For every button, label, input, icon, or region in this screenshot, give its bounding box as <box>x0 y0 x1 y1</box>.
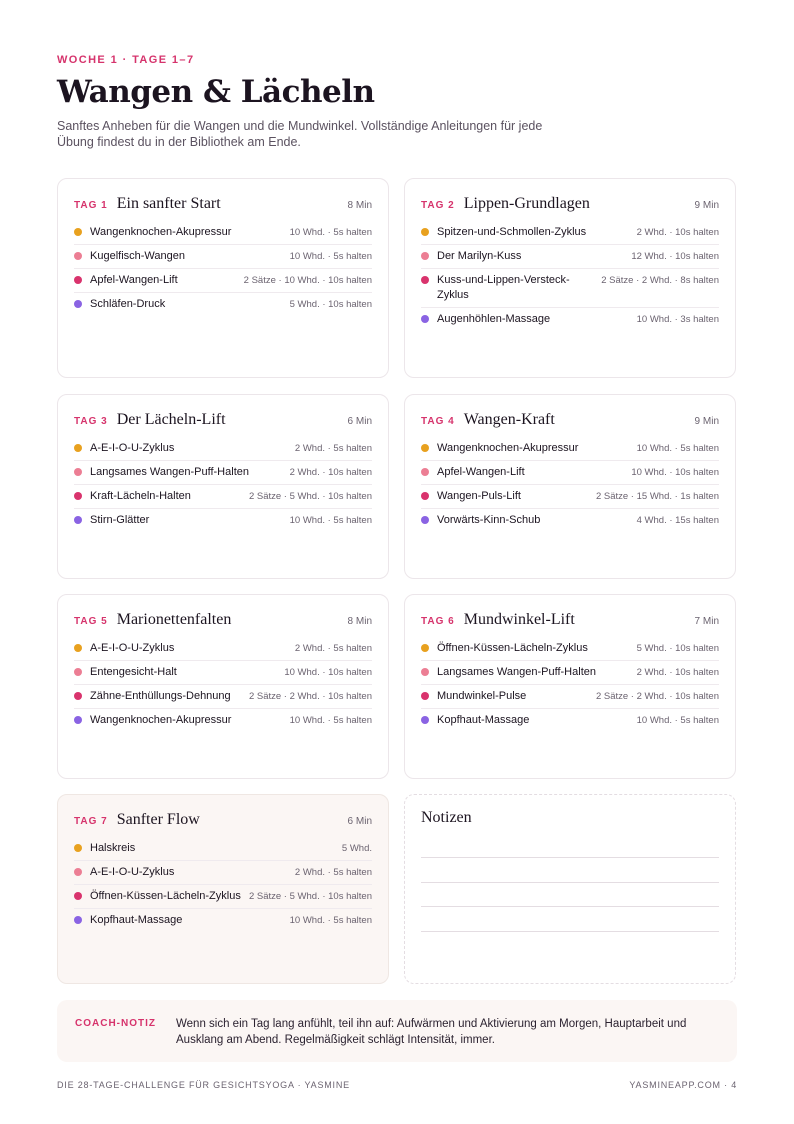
page-footer <box>57 1080 737 1090</box>
exercise-row <box>421 308 719 331</box>
exercise-row <box>74 293 372 316</box>
exercise-name: A-E-I-O-U-Zyklus <box>90 442 175 454</box>
day-title: Ein sanfter Start <box>116 195 221 212</box>
day-tag: TAG 6 <box>421 616 455 627</box>
day-tag: TAG 4 <box>421 416 455 427</box>
exercise-name: Langsames Wangen-Puff-Halten <box>90 466 249 478</box>
bullet-dot-icon <box>421 716 429 724</box>
exercise-name: A-E-I-O-U-Zyklus <box>90 642 175 654</box>
bullet-dot-icon <box>74 300 82 308</box>
exercise-row <box>74 269 372 293</box>
exercise-reps: 2 Sätze · 2 Whd. · 10s halten <box>248 691 372 702</box>
exercise-reps: 2 Sätze · 2 Whd. · 10s halten <box>595 691 719 702</box>
exercise-reps: 2 Sätze · 2 Whd. · 8s halten <box>601 275 719 286</box>
bullet-dot-icon <box>74 516 82 524</box>
notes-title: Notizen <box>421 809 472 826</box>
day-title: Lippen-Grundlagen <box>463 195 590 212</box>
exercise-name: Wangen-Puls-Lift <box>437 490 521 502</box>
bullet-dot-icon <box>421 228 429 236</box>
bullet-dot-icon <box>74 644 82 652</box>
day-duration: 8 Min <box>347 200 372 211</box>
exercise-name: Der Marilyn-Kuss <box>437 250 522 262</box>
note-line <box>421 931 719 932</box>
exercise-reps: 10 Whd. · 5s halten <box>636 443 719 454</box>
intro-text: Sanftes Anheben für die Wangen und die Mundwinkel. Vollständige Anleitungen für jede Übung findest du in der Bibliothek am Ende. <box>57 119 543 149</box>
exercise-row <box>74 909 372 932</box>
day-tag: TAG 3 <box>74 416 108 427</box>
footer-title: DIE 28-TAGE-CHALLENGE FÜR GESICHTSYOGA · YASMINE <box>57 1080 350 1090</box>
exercise-row <box>421 685 719 709</box>
day-duration: 9 Min <box>694 416 719 427</box>
day-title: Marionettenfalten <box>116 611 232 628</box>
coach-note <box>57 1000 737 1062</box>
exercise-name: Schläfen-Druck <box>90 298 166 310</box>
exercise-reps: 2 Sätze · 15 Whd. · 1s halten <box>595 491 719 502</box>
exercise-name: Entengesicht-Halt <box>90 666 177 678</box>
day-card <box>404 594 736 779</box>
notes-card <box>404 794 736 984</box>
day-card-header <box>74 195 372 215</box>
day-card <box>404 178 736 378</box>
page-title: Wangen & Lächeln <box>57 74 375 110</box>
exercise-name: Kopfhaut-Massage <box>90 914 183 926</box>
coach-note-text: Wenn sich ein Tag lang anfühlt, teil ihn auf: Aufwärmen und Aktivierung am Morgen, Hauptarbeit und Ausklang am Abend. Regelmäßigkeit schlägt Intensität, immer. <box>176 1018 687 1046</box>
exercise-list <box>421 437 719 532</box>
day-tag: TAG 7 <box>74 816 108 827</box>
exercise-list <box>74 637 372 732</box>
exercise-name: Zähne-Enthüllungs-Dehnung <box>90 690 231 702</box>
exercise-row <box>421 437 719 461</box>
exercise-reps: 10 Whd. · 3s halten <box>636 314 719 325</box>
bullet-dot-icon <box>421 692 429 700</box>
exercise-name: Öffnen-Küssen-Lächeln-Zyklus <box>90 890 241 902</box>
exercise-reps: 2 Whd. · 5s halten <box>294 867 372 878</box>
day-tag: TAG 1 <box>74 200 108 211</box>
exercise-row <box>74 637 372 661</box>
exercise-name: Kuss-und-Lippen-Versteck-Zyklus <box>437 274 570 301</box>
bullet-dot-icon <box>421 668 429 676</box>
day-tag: TAG 2 <box>421 200 455 211</box>
coach-note-label: COACH-NOTIZ <box>75 1018 156 1029</box>
exercise-row <box>421 221 719 245</box>
exercise-row <box>74 709 372 732</box>
exercise-name: Spitzen-und-Schmollen-Zyklus <box>437 226 587 238</box>
exercise-list <box>74 837 372 932</box>
exercise-name: Mundwinkel-Pulse <box>437 690 527 702</box>
bullet-dot-icon <box>74 228 82 236</box>
bullet-dot-icon <box>74 468 82 476</box>
bullet-dot-icon <box>421 468 429 476</box>
exercise-reps: 4 Whd. · 15s halten <box>636 515 719 526</box>
exercise-row <box>74 861 372 885</box>
bullet-dot-icon <box>421 315 429 323</box>
day-card <box>404 394 736 579</box>
day-duration: 6 Min <box>347 816 372 827</box>
exercise-name: Öffnen-Küssen-Lächeln-Zyklus <box>437 642 588 654</box>
exercise-row <box>421 637 719 661</box>
exercise-name: Apfel-Wangen-Lift <box>90 274 178 286</box>
bullet-dot-icon <box>74 492 82 500</box>
day-tag: TAG 5 <box>74 616 108 627</box>
exercise-row <box>74 885 372 909</box>
exercise-reps: 10 Whd. · 5s halten <box>636 715 719 726</box>
exercise-reps: 10 Whd. · 5s halten <box>289 227 372 238</box>
bullet-dot-icon <box>421 444 429 452</box>
bullet-dot-icon <box>421 516 429 524</box>
day-title: Sanfter Flow <box>116 811 200 828</box>
day-title: Der Lächeln-Lift <box>116 411 226 428</box>
exercise-reps: 2 Sätze · 10 Whd. · 10s halten <box>243 275 372 286</box>
bullet-dot-icon <box>74 692 82 700</box>
exercise-reps: 10 Whd. · 5s halten <box>289 515 372 526</box>
exercise-row <box>421 709 719 732</box>
exercise-reps: 5 Whd. · 10s halten <box>289 299 372 310</box>
bullet-dot-icon <box>74 892 82 900</box>
day-title: Mundwinkel-Lift <box>463 611 575 628</box>
bullet-dot-icon <box>74 444 82 452</box>
exercise-row <box>74 509 372 532</box>
exercise-name: Wangenknochen-Akupressur <box>437 442 579 454</box>
exercise-reps: 2 Sätze · 5 Whd. · 10s halten <box>248 491 372 502</box>
day-card <box>57 178 389 378</box>
note-line <box>421 882 719 883</box>
week-eyebrow: WOCHE 1 · TAGE 1–7 <box>57 54 195 66</box>
day-card-header <box>74 611 372 631</box>
day-card-header <box>74 411 372 431</box>
exercise-row <box>74 461 372 485</box>
exercise-row <box>74 221 372 245</box>
bullet-dot-icon <box>421 252 429 260</box>
bullet-dot-icon <box>421 492 429 500</box>
exercise-reps: 5 Whd. · 10s halten <box>636 643 719 654</box>
note-line <box>421 857 719 858</box>
bullet-dot-icon <box>74 252 82 260</box>
exercise-row <box>421 461 719 485</box>
exercise-name: Apfel-Wangen-Lift <box>437 466 525 478</box>
exercise-reps: 10 Whd. · 5s halten <box>289 715 372 726</box>
bullet-dot-icon <box>74 916 82 924</box>
day-card <box>57 394 389 579</box>
exercise-name: Kugelfisch-Wangen <box>90 250 185 262</box>
exercise-reps: 10 Whd. · 5s halten <box>289 251 372 262</box>
exercise-name: Langsames Wangen-Puff-Halten <box>437 666 596 678</box>
exercise-row <box>421 245 719 269</box>
day-duration: 7 Min <box>694 616 719 627</box>
day-card-header <box>74 811 372 831</box>
exercise-row <box>74 485 372 509</box>
exercise-reps: 2 Whd. · 5s halten <box>294 443 372 454</box>
exercise-row <box>74 245 372 269</box>
exercise-list <box>74 437 372 532</box>
footer-page: YASMINEAPP.COM · 4 <box>629 1080 737 1090</box>
day-duration: 8 Min <box>347 616 372 627</box>
exercise-name: Vorwärts-Kinn-Schub <box>437 514 541 526</box>
day-card-header <box>421 411 719 431</box>
exercise-reps: 2 Whd. · 10s halten <box>636 667 719 678</box>
day-title: Wangen-Kraft <box>463 411 555 428</box>
day-duration: 9 Min <box>694 200 719 211</box>
exercise-name: Wangenknochen-Akupressur <box>90 714 232 726</box>
bullet-dot-icon <box>421 276 429 284</box>
day-card <box>57 794 389 984</box>
bullet-dot-icon <box>74 668 82 676</box>
day-card-header <box>421 611 719 631</box>
exercise-reps: 2 Whd. · 5s halten <box>294 643 372 654</box>
exercise-name: A-E-I-O-U-Zyklus <box>90 866 175 878</box>
exercise-row <box>421 485 719 509</box>
day-card-header <box>421 195 719 215</box>
exercise-name: Stirn-Glätter <box>90 514 150 526</box>
exercise-row <box>421 269 719 308</box>
exercise-reps: 12 Whd. · 10s halten <box>631 251 719 262</box>
bullet-dot-icon <box>74 844 82 852</box>
exercise-reps: 10 Whd. · 10s halten <box>631 467 719 478</box>
exercise-row <box>74 685 372 709</box>
exercise-list <box>74 221 372 316</box>
day-card <box>57 594 389 779</box>
exercise-name: Augenhöhlen-Massage <box>437 313 551 325</box>
exercise-reps: 2 Whd. · 10s halten <box>289 467 372 478</box>
bullet-dot-icon <box>74 868 82 876</box>
exercise-list <box>421 221 719 331</box>
exercise-list <box>421 637 719 732</box>
exercise-name: Wangenknochen-Akupressur <box>90 226 232 238</box>
exercise-name: Kraft-Lächeln-Halten <box>90 490 191 502</box>
exercise-reps: 10 Whd. · 10s halten <box>284 667 372 678</box>
exercise-name: Halskreis <box>90 842 136 854</box>
exercise-row <box>74 661 372 685</box>
exercise-row <box>421 509 719 532</box>
bullet-dot-icon <box>421 644 429 652</box>
exercise-reps: 2 Sätze · 5 Whd. · 10s halten <box>248 891 372 902</box>
day-duration: 6 Min <box>347 416 372 427</box>
exercise-row <box>74 437 372 461</box>
note-line <box>421 906 719 907</box>
exercise-row <box>421 661 719 685</box>
bullet-dot-icon <box>74 716 82 724</box>
exercise-name: Kopfhaut-Massage <box>437 714 530 726</box>
exercise-row <box>74 837 372 861</box>
exercise-reps: 10 Whd. · 5s halten <box>289 915 372 926</box>
bullet-dot-icon <box>74 276 82 284</box>
exercise-reps: 2 Whd. · 10s halten <box>636 227 719 238</box>
exercise-reps: 5 Whd. <box>341 843 372 854</box>
